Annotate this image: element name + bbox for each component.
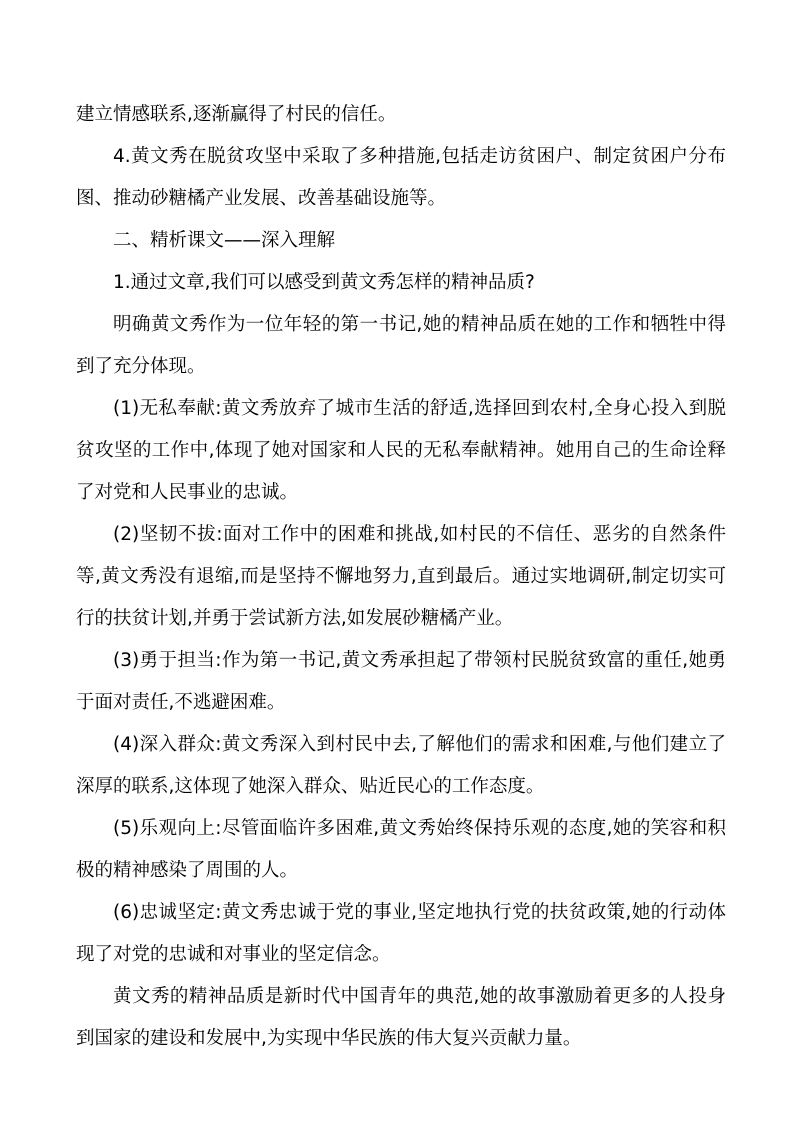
- paragraph-continuation: 建立情感联系,逐渐赢得了村民的信任。: [76, 104, 397, 125]
- point-4: (4)深入群众:黄文秀深入到村民中去,了解他们的需求和困难,与他们建立了深厚的联系,这体现了她深入群众、贴近民心的工作态度。: [76, 734, 726, 797]
- point-5: (5)乐观向上:尽管面临许多困难,黄文秀始终保持乐观的态度,她的笑容和积极的精神感染了周围的人。: [76, 818, 726, 881]
- point-3: (3)勇于担当:作为第一书记,黄文秀承担起了带领村民脱贫致富的重任,她勇于面对责任,不逃避困难。: [76, 650, 726, 713]
- point-6: (6)忠诚坚定:黄文秀忠诚于党的事业,坚定地执行党的扶贫政策,她的行动体现了对党的忠诚和对事业的坚定信念。: [76, 902, 726, 965]
- point-1: (1)无私奉献:黄文秀放弃了城市生活的舒适,选择回到农村,全身心投入到脱贫攻坚的工作中,体现了她对国家和人民的无私奉献精神。她用自己的生命诠释了对党和人民事业的忠诚。: [76, 398, 726, 503]
- document-page: [76, 94, 726, 1060]
- section-heading: 二、精析课文——深入理解: [113, 230, 336, 251]
- answer-intro: 明确黄文秀作为一位年轻的第一书记,她的精神品质在她的工作和牺牲中得到了充分体现。: [76, 314, 726, 377]
- paragraph-measures: 4.黄文秀在脱贫攻坚中采取了多种措施,包括走访贫困户、制定贫困户分布图、推动砂糖橘产业发展、改善基础设施等。: [76, 146, 726, 209]
- point-2: (2)坚韧不拔:面对工作中的困难和挑战,如村民的不信任、恶劣的自然条件等,黄文秀没有退缩,而是坚持不懈地努力,直到最后。通过实地调研,制定切实可行的扶贫计划,并勇于尝试新方法,如发展砂糖橘产业。: [76, 524, 726, 629]
- question-1: 1.通过文章,我们可以感受到黄文秀怎样的精神品质?: [113, 272, 535, 293]
- conclusion: 黄文秀的精神品质是新时代中国青年的典范,她的故事激励着更多的人投身到国家的建设和发展中,为实现中华民族的伟大复兴贡献力量。: [76, 986, 726, 1049]
